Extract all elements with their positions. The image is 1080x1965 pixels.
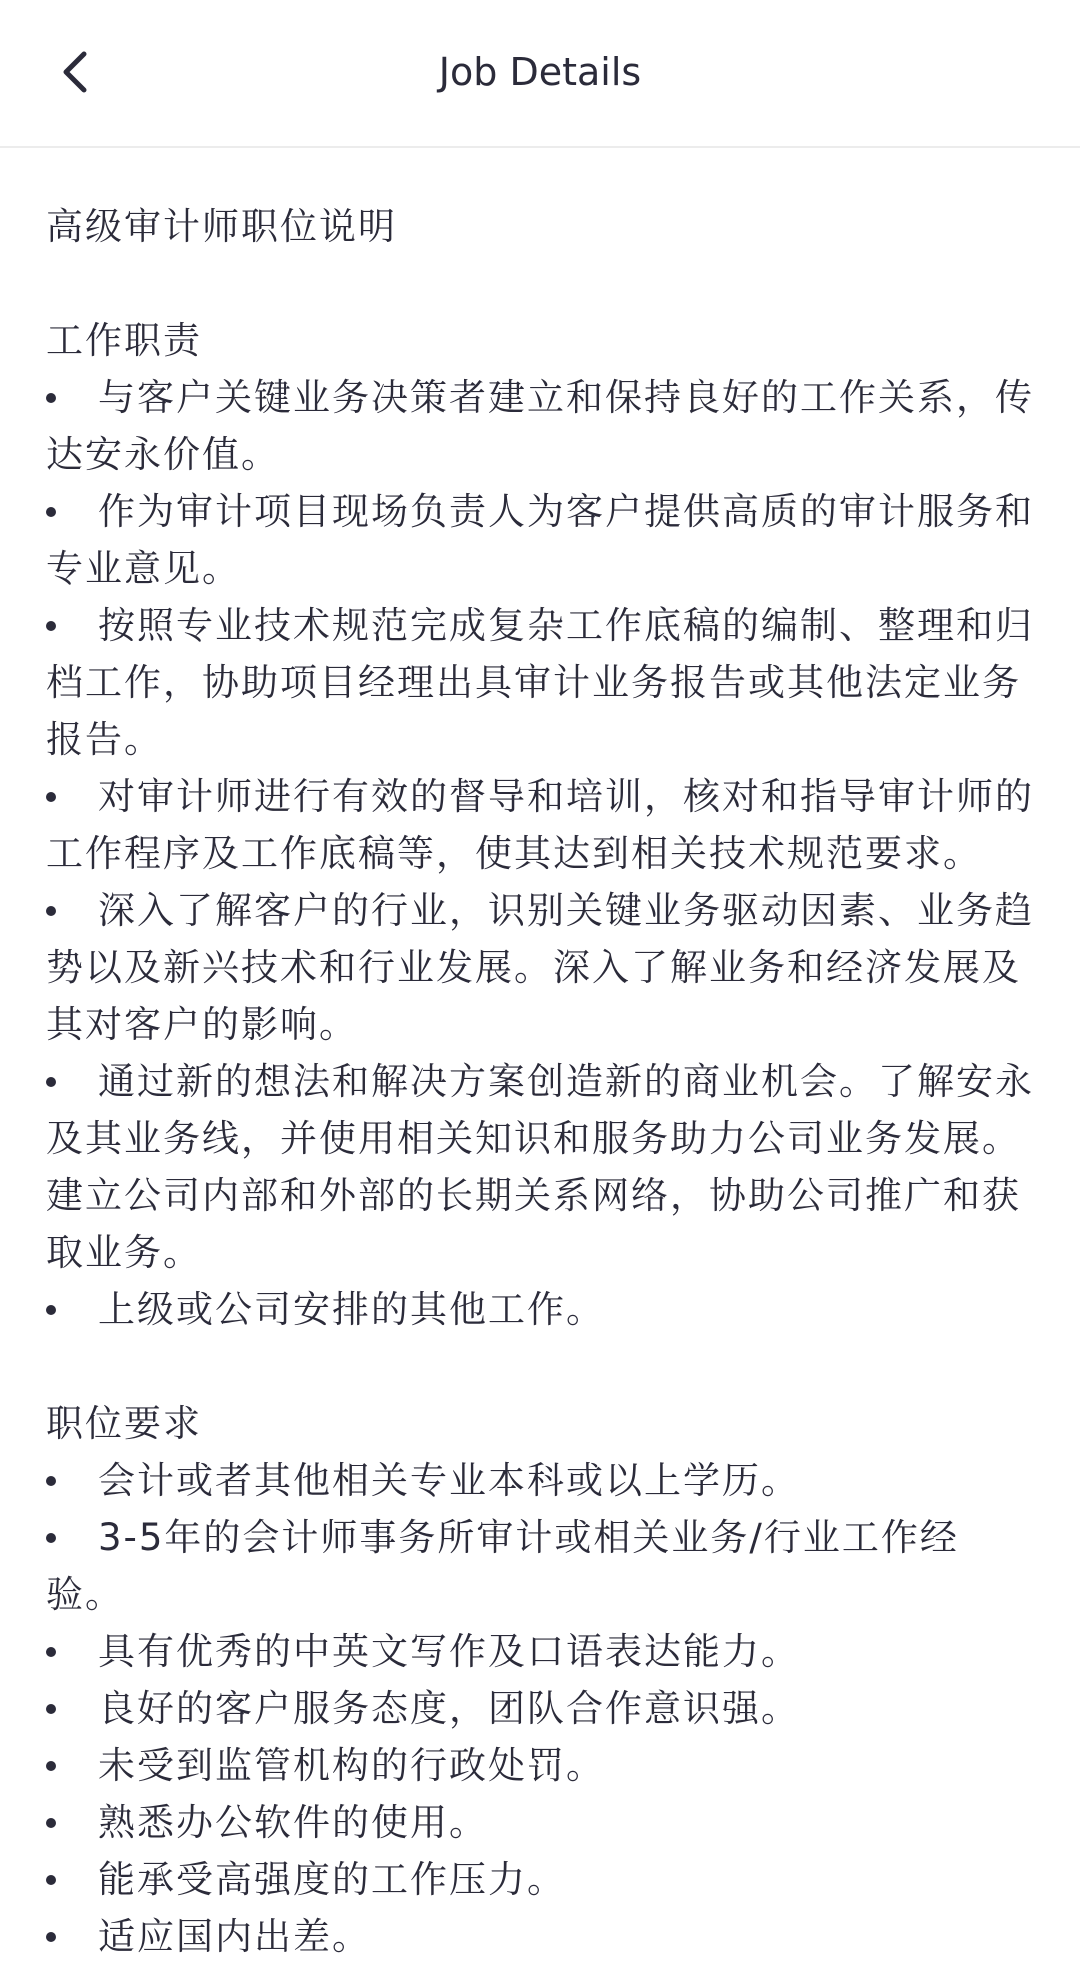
bullet-icon [46,1761,56,1771]
bullet-icon [46,1875,56,1885]
list-item: 3-5年的会计师事务所审计或相关业务/行业工作经验。 [46,1516,959,1616]
requirements-list [46,1452,1036,1965]
bullet-icon [46,1305,56,1315]
list-item: 适应国内出差。 [46,1908,1036,1965]
list-item: 作为审计项目现场负责人为客户提供高质的审计服务和专业意见。 [46,490,1034,590]
list-item: 对审计师进行有效的督导和培训，核对和指导审计师的工作程序及工作底稿等，使其达到相关技术规范要求。 [46,775,1034,875]
section-heading-requirements: 职位要求 [46,1402,202,1445]
list-item: 与客户关键业务决策者建立和保持良好的工作关系，传达安永价值。 [46,376,1034,476]
navigation-bar [0,0,1080,148]
list-item: 按照专业技术规范完成复杂工作底稿的编制、整理和归档工作，协助项目经理出具审计业务报告或其他法定业务报告。 [46,604,1034,761]
bullet-icon [46,1704,56,1714]
list-item: 上级或公司安排的其他工作。 [46,1281,1036,1338]
responsibilities-list [46,369,1036,1338]
bullet-icon [46,1533,56,1543]
list-item: 通过新的想法和解决方案创造新的商业机会。了解安永及其业务线，并使用相关知识和服务助力公司业务发展。建立公司内部和外部的长期关系网络，协助公司推广和获取业务。 [46,1060,1034,1274]
page-title: Job Details [438,50,642,94]
bullet-icon [46,906,56,916]
bullet-icon [46,621,56,631]
bullet-icon [46,507,56,517]
section-heading-responsibilities: 工作职责 [46,319,202,362]
bullet-icon [46,792,56,802]
list-item: 深入了解客户的行业，识别关键业务驱动因素、业务趋势以及新兴技术和行业发展。深入了解业务和经济发展及其对客户的影响。 [46,889,1034,1046]
bullet-icon [46,1476,56,1486]
bullet-icon [46,1932,56,1942]
list-item: 能承受高强度的工作压力。 [46,1851,1036,1908]
list-item: 熟悉办公软件的使用。 [46,1794,1036,1851]
list-item: 会计或者其他相关专业本科或以上学历。 [46,1452,1036,1509]
list-item: 未受到监管机构的行政处罚。 [46,1737,1036,1794]
list-item: 良好的客户服务态度，团队合作意识强。 [46,1680,1036,1737]
bullet-icon [46,1818,56,1828]
bullet-icon [46,393,56,403]
job-description [46,198,1036,1965]
list-item: 具有优秀的中英文写作及口语表达能力。 [46,1623,1036,1680]
bullet-icon [46,1077,56,1087]
bullet-icon [46,1647,56,1657]
document-title: 高级审计师职位说明 [46,205,397,248]
